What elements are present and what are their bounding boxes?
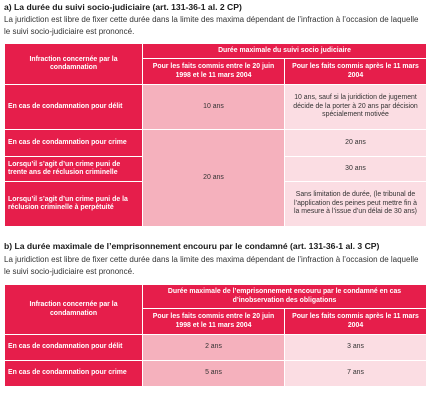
table-b-col2-header: Pour les faits commis après le 11 mars 2004 [285,309,427,335]
table-b-col0-header: Infraction concernée par la condamnation [5,285,143,335]
row-label: En cas de condamnation pour crime [5,361,143,387]
row-label: Lorsqu’il s’agit d’un crime puni de trente ans de réclusion criminelle [5,157,143,182]
table-cell: 20 ans [285,130,427,157]
table-cell: 10 ans [143,85,285,130]
table-row [5,361,427,387]
table-a-col2-header: Pour les faits commis après le 11 mars 2004 [285,59,427,85]
section-b-title: b) La durée maximale de l’emprisonnement encouru par le condamné (art. 131-36-1 al. 3 CP) [4,241,380,251]
table-cell: 2 ans [143,335,285,361]
table-b [4,284,427,387]
table-cell: 10 ans, sauf si la juridiction de jugement décide de la porter à 20 ans par décision spécialement motivée [285,85,427,130]
table-a-col0-header: Infraction concernée par la condamnation [5,44,143,85]
table-cell: Sans limitation de durée, (le tribunal de l’application des peines peut mettre fin à la mesure à l’issue d’un délai de 30 ans) [285,182,427,227]
table-row [5,335,427,361]
section-a-intro: La juridiction est libre de fixer cette durée dans la limite des maxima dépendant de l’infraction à l’occasion de laquelle le suivi socio-judiciaire est prononcé. [4,15,419,36]
row-label: Lorsqu’il s’agit d’un crime puni de la réclusion criminelle à perpétuité [5,182,143,227]
table-b-col1-header: Pour les faits commis entre le 20 juin 1998 et le 11 mars 2004 [143,309,285,335]
row-label: En cas de condamnation pour délit [5,335,143,361]
table-a [4,43,427,227]
row-label: En cas de condamnation pour crime [5,130,143,157]
table-row [5,130,427,157]
table-cell: 7 ans [285,361,427,387]
table-a-group-header: Durée maximale du suivi socio judiciaire [143,44,427,59]
table-cell: 3 ans [285,335,427,361]
section-b-intro: La juridiction est libre de fixer cette durée dans la limite des maxima dépendant de l’infraction à l’occasion de laquelle le suivi socio-judiciaire est prononcé. [4,255,419,276]
row-label: En cas de condamnation pour délit [5,85,143,130]
table-a-col1-header: Pour les faits commis entre le 20 juin 1998 et le 11 mars 2004 [143,59,285,85]
table-cell: 30 ans [285,157,427,182]
table-cell: 20 ans [143,130,285,227]
section-a-title: a) La durée du suivi socio-judiciaire (art. 131-36-1 al. 2 CP) [4,2,242,12]
table-cell: 5 ans [143,361,285,387]
table-b-group-header: Durée maximale de l’emprisonnement encouru par le condamné en cas d’inobservation des obligations [143,285,427,309]
table-row [5,85,427,130]
